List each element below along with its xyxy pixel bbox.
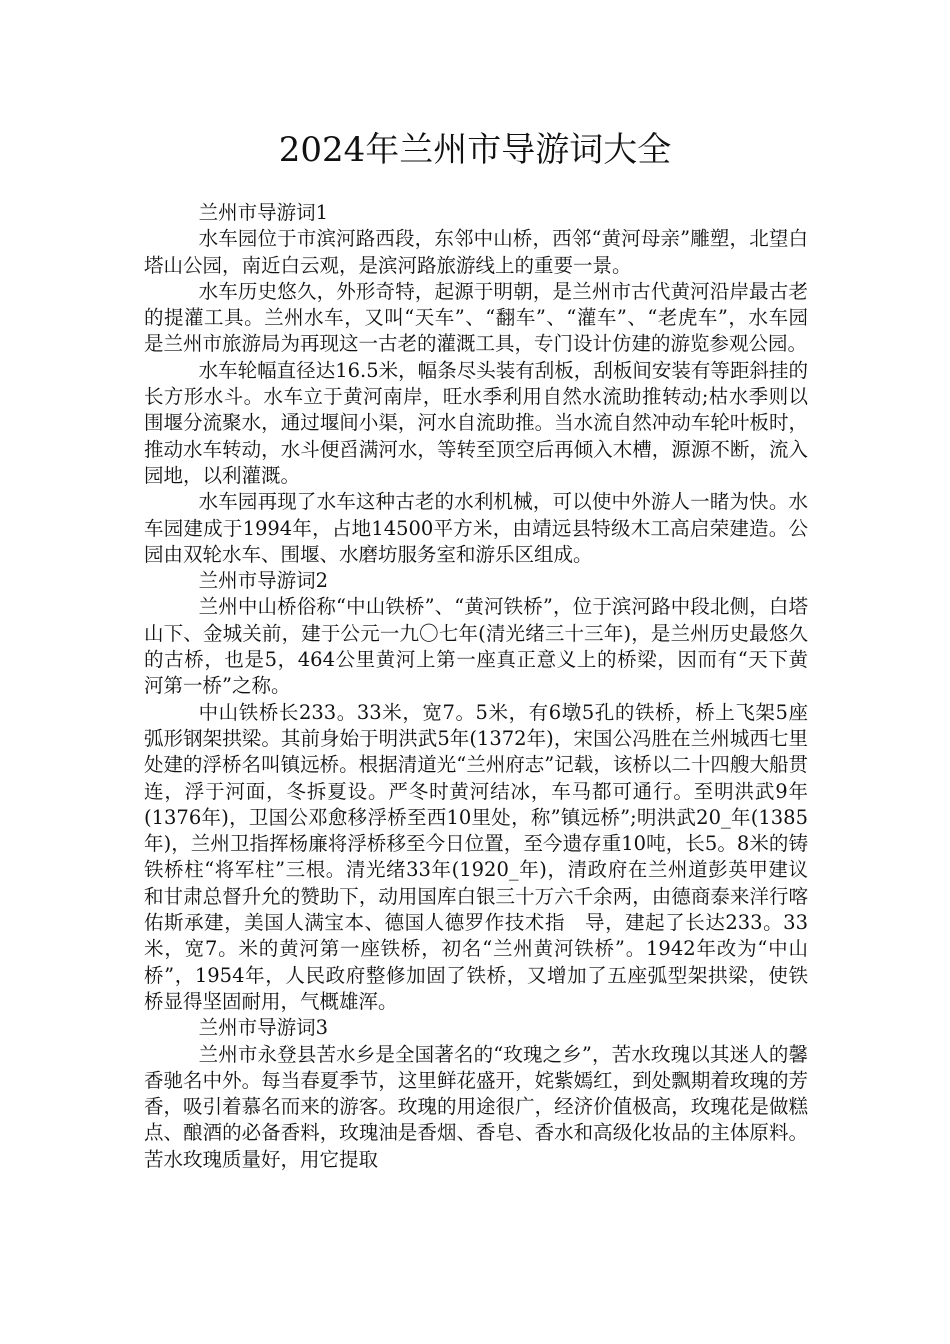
paragraph: 水车园位于市滨河路西段，东邻中山桥，西邻“黄河母亲”雕塑，北望白塔山公园，南近白云观，是滨河路旅游线上的重要一景。 bbox=[144, 227, 808, 277]
paragraph: 中山铁桥长233。33米，宽7。5米，有6墩5孔的铁桥，桥上飞架5座弧形钢架拱梁。其前身始于明洪武5年(1372年)，宋国公冯胜在兰州城西七里处建的浮桥名叫镇远桥。根据清道光“兰州府志”记载，该桥以二十四艘大船贯连，浮于河面，冬拆夏设。严冬时黄河结冰，车马都可通行。至明洪武9年(1376年)，卫国公邓愈移浮桥至西10里处，称”镇远桥”;明洪武20_年(1385年)，兰州卫指挥杨廉将浮桥移至今日位置，至今遗存重10吨，长5。8米的铸铁桥柱“将军柱”三根。清光绪33年(1920_年)，清政府在兰州道彭英甲建议和甘肃总督升允的赞助下，动用国库白银三十万六千余两，由德商泰来洋行喀佑斯承建，美国人满宝本、德国人德罗作技术指 导，建起了长达233。33米，宽7。米的黄河第一座铁桥，初名“兰州黄河铁桥”。1942年改为“中山桥”，1954年，人民政府整修加固了铁桥，又增加了五座弧型架拱梁，使铁桥显得坚固耐用，气概雄浑。 bbox=[144, 700, 808, 1013]
section-heading-1: 兰州市导游词1 bbox=[198, 201, 329, 224]
paragraph: 兰州中山桥俗称“中山铁桥”、“黄河铁桥”，位于滨河路中段北侧，白塔山下、金城关前，建于公元一九〇七年(清光绪三十三年)，是兰州历史最悠久的古桥，也是5，464公里黄河上第一座真正意义上的桥梁，因而有“天下黄河第一桥”之称。 bbox=[144, 595, 808, 698]
section-heading-2: 兰州市导游词2 bbox=[198, 569, 329, 593]
section-heading-3: 兰州市导游词3 bbox=[198, 1016, 329, 1040]
paragraph: 水车轮幅直径达16.5米，幅条尽头装有刮板，刮板间安装有等距斜挂的长方形水斗。水车立于黄河南岸，旺水季利用自然水流助推转动;枯水季则以围堰分流聚水，通过堰间小渠，河水自流助推。当水流自然冲动车轮叶板时，推动水车转动，水斗便舀满河水，等转至顶空后再倾入木槽，源源不断，流入园地，以利灌溉。 bbox=[144, 358, 808, 487]
document-title: 2024年兰州市导游词大全 bbox=[278, 130, 672, 170]
document-body bbox=[144, 200, 808, 1173]
paragraph: 兰州市永登县苦水乡是全国著名的“玫瑰之乡”，苦水玫瑰以其迷人的馨香驰名中外。每当春夏季节，这里鲜花盛开，姹紫嫣红，到处飘期着玫瑰的芳香，吸引着慕名而来的游客。玫瑰的用途很广，经济价值极高，玫瑰花是做糕点、酿酒的必备香料，玫瑰油是香烟、香皂、香水和高级化妆品的主体原料。苦水玫瑰质量好，用它提取 bbox=[144, 1042, 808, 1171]
paragraph: 水车历史悠久，外形奇特，起源于明朝，是兰州市古代黄河沿岸最古老的提灌工具。兰州水车，又叫“天车”、“翻车”、“灌车”、“老虎车”，水车园是兰州市旅游局为再现这一古老的灌溉工具，专门设计仿建的游览参观公园。 bbox=[144, 279, 808, 356]
paragraph: 水车园再现了水车这种古老的水利机械，可以使中外游人一睹为快。水车园建成于1994年，占地14500平方米，由靖远县特级木工高启荣建造。公园由双轮水车、围堰、水磨坊服务室和游乐区组成。 bbox=[144, 490, 808, 566]
